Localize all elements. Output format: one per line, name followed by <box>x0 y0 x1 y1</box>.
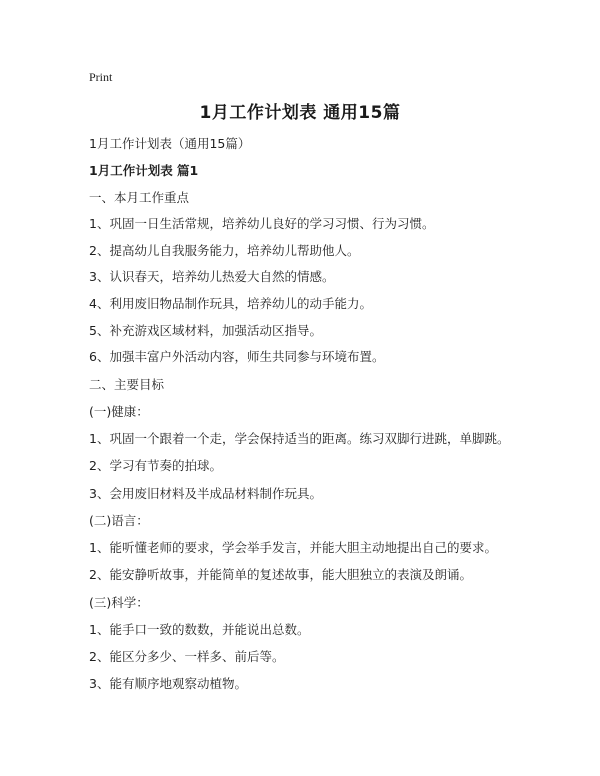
subsection-heading: (一)健康： <box>89 404 149 419</box>
paragraph-line: 2、提高幼儿自我服务能力，培养幼儿帮助他人。 <box>89 243 360 258</box>
paragraph-line: 3、会用废旧材料及半成品材料制作玩具。 <box>89 486 322 501</box>
paragraph-line: 3、认识春天，培养幼儿热爱大自然的情感。 <box>89 269 335 284</box>
document-title: 1月工作计划表 通用15篇 <box>199 103 401 123</box>
paragraph-line: 1、巩固一日生活常规，培养幼儿良好的学习习惯、行为习惯。 <box>89 216 435 231</box>
document-subtitle: 1月工作计划表（通用15篇） <box>89 136 251 151</box>
paragraph-line: 2、能区分多少、一样多、前后等。 <box>89 649 285 664</box>
print-label: Print <box>89 70 113 84</box>
paragraph-line: 5、补充游戏区域材料，加强活动区指导。 <box>89 323 322 338</box>
paragraph-line: 2、学习有节奏的拍球。 <box>89 458 222 473</box>
section-heading: 二、主要目标 <box>89 377 165 392</box>
paragraph-line: 1、巩固一个跟着一个走，学会保持适当的距离。练习双脚行进跳，单脚跳。 <box>89 431 510 446</box>
subsection-heading: (二)语言： <box>89 513 149 528</box>
paragraph-line: 4、利用废旧物品制作玩具，培养幼儿的动手能力。 <box>89 296 372 311</box>
paragraph-line: 2、能安静听故事，并能简单的复述故事，能大胆独立的表演及朗诵。 <box>89 567 472 582</box>
section-heading: 一、本月工作重点 <box>89 190 190 205</box>
paragraph-line: 1、能听懂老师的要求，学会举手发言，并能大胆主动地提出自己的要求。 <box>89 540 497 555</box>
paragraph-line: 3、能有顺序地观察动植物。 <box>89 676 247 691</box>
subsection-heading: (三)科学： <box>89 595 149 610</box>
paragraph-line: 6、加强丰富户外活动内容，师生共同参与环境布置。 <box>89 349 385 364</box>
paragraph-line: 1、能手口一致的数数，并能说出总数。 <box>89 622 310 637</box>
section-heading: 1月工作计划表 篇1 <box>89 163 199 178</box>
